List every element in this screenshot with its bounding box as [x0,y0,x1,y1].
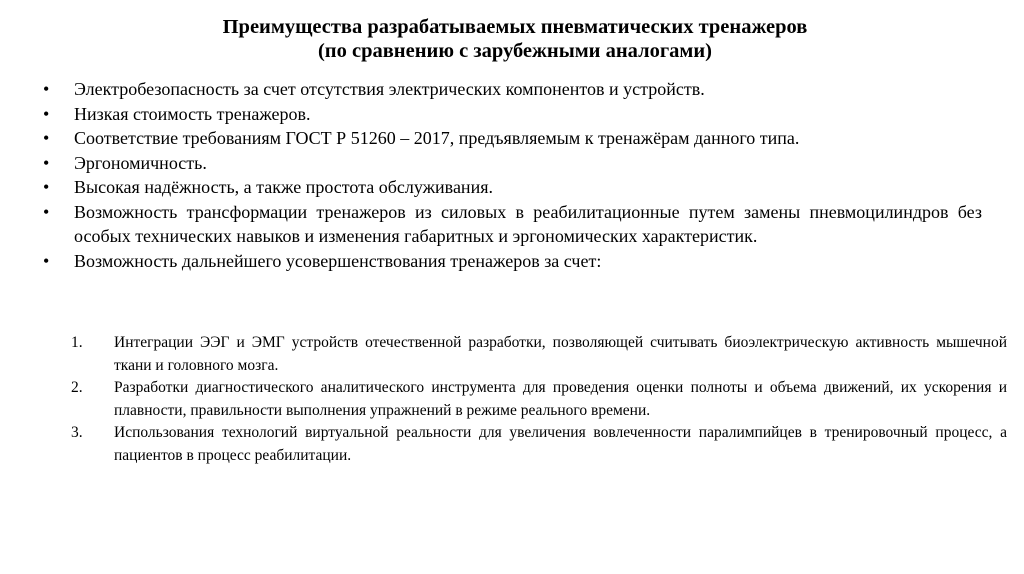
slide-title [90,15,940,63]
advantage-item [0,175,982,200]
improvements-list [0,332,1024,467]
advantage-item [0,126,982,151]
bullet-marker: • [43,250,50,271]
advantages-list [0,77,1024,273]
advantage-text: Возможность трансформации тренажеров из силовых в реабилитационные путем замены пневмоцилиндров без особых технических навыков и изменения габаритных и эргономических характеристик. [74,201,982,246]
bullet-marker: • [43,152,50,173]
advantage-text: Низкая стоимость тренажеров. [74,103,311,124]
bullet-marker: • [43,79,50,99]
item-number: 3. [71,424,83,441]
improvement-text: Интеграции ЭЭГ и ЭМГ устройств отечественной разработки, позволяющей считывать биоэлектрическую активность мышечной ткани и головного мозга. [114,334,1007,374]
item-number: 2. [71,379,83,396]
improvement-text: Разработки диагностического аналитического инструмента для проведения оценки полноты и объема движений, их ускорения и плавности, правильности выполнения упражнений в режиме реального времени. [114,379,1007,419]
bullet-marker: • [43,128,50,148]
advantage-item [0,102,982,127]
advantage-text: Электробезопасность за счет отсутствия электрических компонентов и устройств. [74,79,705,99]
improvement-item [0,377,1007,422]
advantage-item [0,200,982,249]
advantage-text: Соответствие требованиям ГОСТ Р 51260 – 2017, предъявляемым к тренажёрам данного типа. [74,128,800,148]
bullet-marker: • [43,201,50,222]
title-line-1: Преимущества разрабатываемых пневматических тренажеров [222,16,808,38]
bullet-marker: • [43,177,50,197]
advantage-text: Эргономичность. [74,152,207,173]
advantage-text: Высокая надёжность, а также простота обслуживания. [74,177,493,197]
improvement-item [0,422,1007,467]
title-line-2: (по сравнению с зарубежными аналогами) [317,40,713,62]
advantage-text: Возможность дальнейшего усовершенствования тренажеров за счет: [74,250,602,271]
advantage-item [0,77,982,102]
improvement-item [0,332,1007,377]
item-number: 1. [71,334,83,351]
advantage-item [0,151,982,176]
advantage-item [0,249,982,274]
improvement-text: Использования технологий виртуальной реальности для увеличения вовлеченности паралимпийцев в тренировочный процесс, а пациентов в процесс реабилитации. [114,424,1007,464]
bullet-marker: • [43,103,50,124]
